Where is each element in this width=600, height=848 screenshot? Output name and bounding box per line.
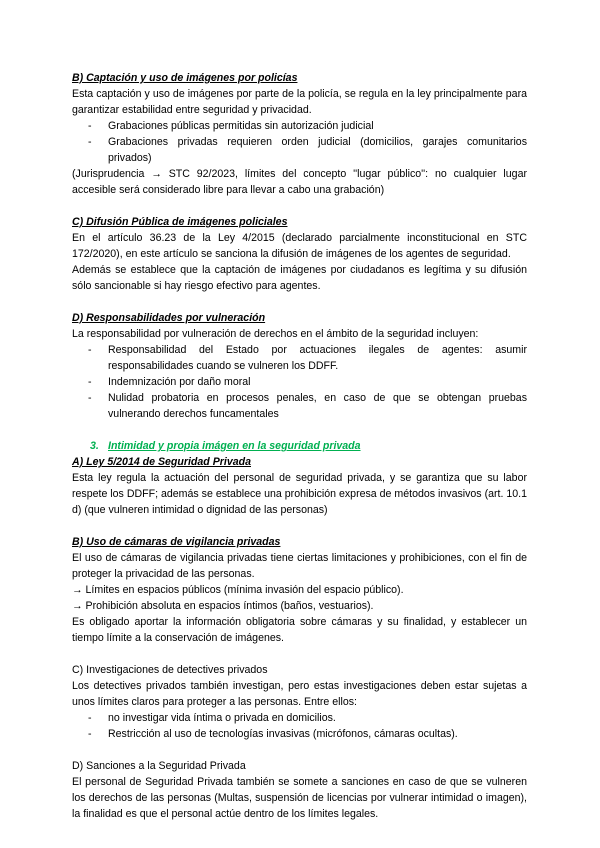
list-item: - Restricción al uso de tecnologías invasivas (micrófonos, cámaras ocultas). xyxy=(88,728,458,740)
paragraph-jurisprudencia: (Jurisprudencia → STC 92/2023, límites del concepto ''lugar público'': no cualquier lugar accesible será considerado libre para llevar a cabo una grabación) xyxy=(72,168,527,196)
list-item: - Nulidad probatoria en procesos penales, en caso de que se obtengan pruebas vulnerando derechos funcamentales xyxy=(88,392,527,420)
paragraph-difusion-2: Además se establece que la captación de imágenes por ciudadanos es legítima y su difusión sólo sancionable si hay riesgo efectivo para agentes. xyxy=(72,264,527,292)
heading-detectives-privados: C) Investigaciones de detectives privados xyxy=(72,664,268,676)
paragraph-ley-seguridad-privada: Esta ley regula la actuación del personal de seguridad privada, y se garantiza que su labor respete los DDFF; además se establece una prohibición expresa de métodos invasivos (art. 10.1 d) (que vulneren intimidad o dignidad de las personas) xyxy=(72,472,527,516)
paragraph-difusion-1: En el artículo 36.23 de la Ley 4/2015 (declarado parcialmente inconstitucional en STC 172/2020), en este artículo se sanciona la difusión de imágenes de los agentes de seguridad. xyxy=(72,232,527,260)
section-title-seguridad-privada: 3. Intimidad y propia imágen en la seguridad privada xyxy=(90,440,361,452)
paragraph-captacion-intro: Esta captación y uso de imágenes por parte de la policía, se regula en la ley principalmente para garantizar estabilidad entre seguridad y privacidad. xyxy=(72,88,527,116)
list-responsabilidades xyxy=(72,342,527,422)
list-detectives xyxy=(72,710,527,742)
list-item: - Responsabilidad del Estado por actuaciones ilegales de agentes: asumir responsabilidades cuando se vulneren los DDFF. xyxy=(88,344,527,372)
list-grabaciones xyxy=(72,118,527,166)
list-item: - Grabaciones públicas permitidas sin autorización judicial xyxy=(88,120,374,132)
paragraph-responsabilidades-intro: La responsabilidad por vulneración de derechos en el ámbito de la seguridad incluyen: xyxy=(72,328,479,340)
line-limites-espacios-publicos: → Límites en espacios públicos (mínima invasión del espacio público). xyxy=(72,584,404,596)
document-content xyxy=(72,70,527,822)
line-prohibicion-espacios-intimos: → Prohibición absoluta en espacios íntimos (baños, vestuarios). xyxy=(72,600,374,612)
heading-captacion-policias: B) Captación y uso de imágenes por policías xyxy=(72,72,298,84)
paragraph-sanciones: El personal de Seguridad Privada también se somete a sanciones en caso de que se vulneren los derechos de las personas (Multas, suspensión de licencias por vulnerar intimidad o imagen), la finalidad es que el personal actúe dentro de los límites legales. xyxy=(72,776,527,820)
list-item: - no investigar vida íntima o privada en domicilios. xyxy=(88,712,336,724)
paragraph-detectives-intro: Los detectives privados también investigan, pero estas investigaciones deben estar sujetas a unos límites claros para proteger a las personas. Entre ellos: xyxy=(72,680,527,708)
heading-camaras-vigilancia: B) Uso de cámaras de vigilancia privadas xyxy=(72,536,281,548)
heading-ley-seguridad-privada: A) Ley 5/2014 de Seguridad Privada xyxy=(72,456,251,468)
list-item: - Indemnización por daño moral xyxy=(88,376,251,388)
paragraph-camaras-1: El uso de cámaras de vigilancia privadas tiene ciertas limitaciones y prohibiciones, con el fin de proteger la privacidad de las personas. xyxy=(72,552,527,580)
list-item: - Grabaciones privadas requieren orden judicial (domicilios, garajes comunitarios privados) xyxy=(88,136,527,164)
heading-difusion-publica: C) Difusión Pública de imágenes policiales xyxy=(72,216,288,228)
heading-sanciones: D) Sanciones a la Seguridad Privada xyxy=(72,760,246,772)
heading-responsabilidades: D) Responsabilidades por vulneración xyxy=(72,312,266,324)
paragraph-camaras-2: Es obligado aportar la información obligatoria sobre cámaras y su finalidad, y establecer un tiempo límite a la conservación de imágenes. xyxy=(72,616,527,644)
